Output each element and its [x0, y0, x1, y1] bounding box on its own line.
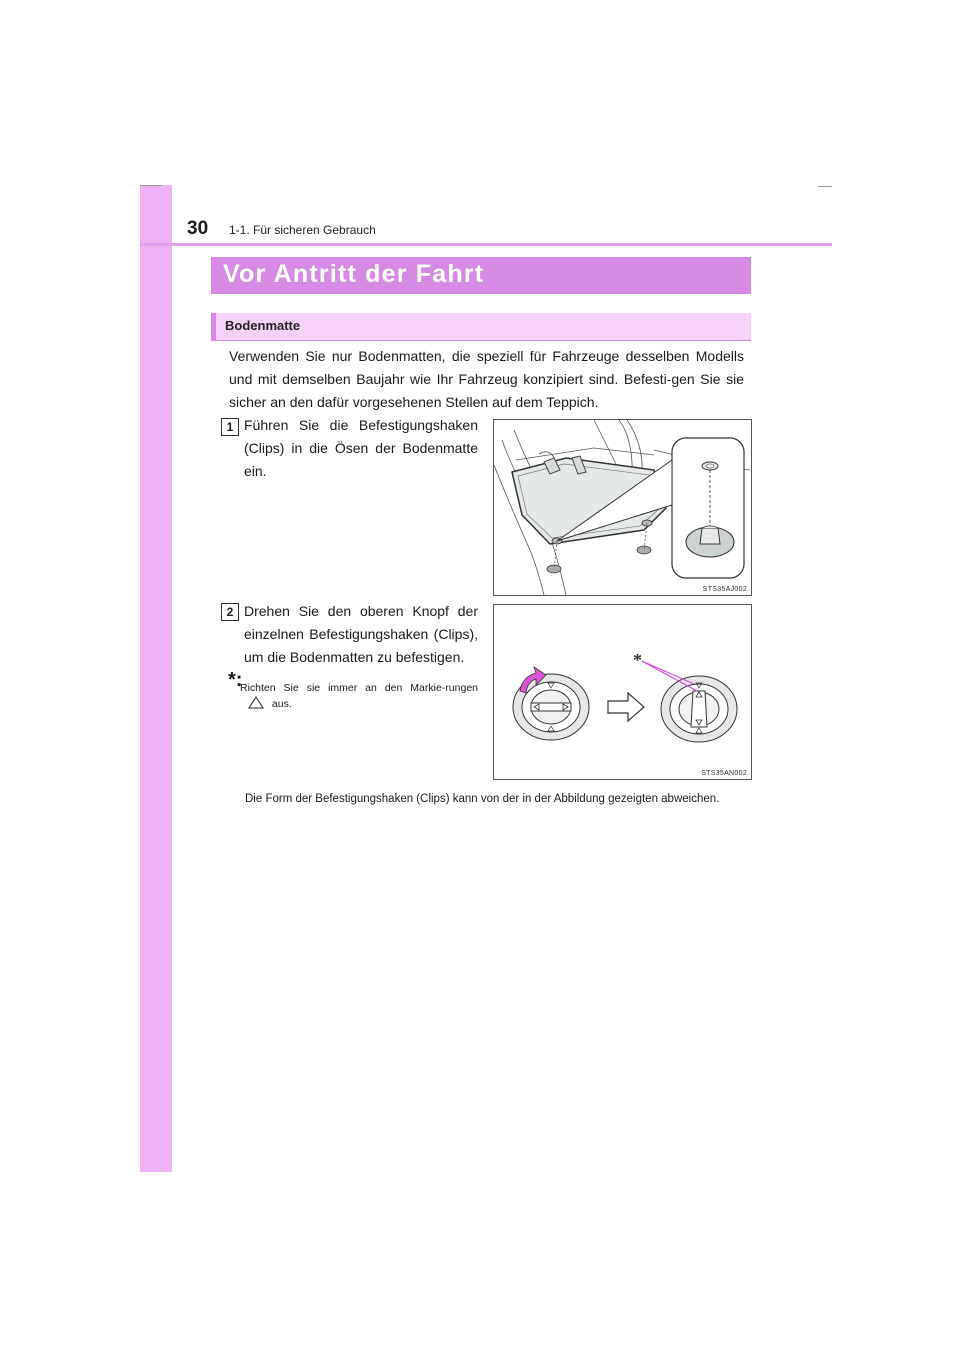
figure-code: STS35AN002 — [701, 770, 747, 777]
header-rule — [140, 243, 832, 246]
clip-rotation-figure — [493, 604, 752, 780]
floor-mat-figure — [493, 419, 752, 596]
right-arrow-icon — [608, 693, 644, 721]
clip-rotation-illustration — [494, 605, 751, 779]
subsection-accent — [211, 313, 216, 341]
chapter-sidebar-tab — [140, 185, 172, 1172]
triangle-marking-icon — [248, 696, 264, 709]
section-title: Vor Antritt der Fahrt — [223, 260, 485, 288]
step-2-text: Drehen Sie den oberen Knopf der einzelnen Befestigungshaken (Clips), um die Bodenmatten zu befestigen. — [244, 603, 478, 665]
figure-marker: * — [633, 650, 642, 670]
footnote-text: Richten Sie sie immer an den Markie-rungen — [240, 682, 478, 694]
step-1-text: Führen Sie die Befestigungshaken (Clips) in die Ösen der Bodenmatte ein. — [244, 417, 478, 479]
figure-code: STS35AJ002 — [702, 586, 747, 593]
intro-paragraph: Verwenden Sie nur Bodenmatten, die speziell für Fahrzeuge desselben Modells und mit demselben Baujahr wie Ihr Fahrzeug konzipiert sind. Befesti-gen Sie sie sicher an den dafür vorgesehenen Stellen auf dem Teppich. — [229, 348, 744, 410]
chapter-title: 1-1. Für sicheren Gebrauch — [229, 223, 376, 237]
floor-mat-illustration — [494, 420, 751, 595]
note-text: Die Form der Befestigungshaken (Clips) kann von der in der Abbildung gezeigten abweichen. — [245, 793, 720, 805]
section-title-bar — [211, 257, 751, 294]
footnote-marker: *: — [228, 669, 243, 691]
crop-mark-left — [140, 185, 162, 186]
step-2-badge: 2 — [221, 603, 239, 621]
page-number: 30 — [187, 218, 209, 239]
footnote-text-end: aus. — [271, 698, 292, 710]
subsection-bar — [211, 313, 751, 341]
crop-mark-right — [818, 186, 832, 187]
step-1-badge: 1 — [221, 418, 239, 436]
subsection-title: Bodenmatte — [225, 318, 301, 333]
